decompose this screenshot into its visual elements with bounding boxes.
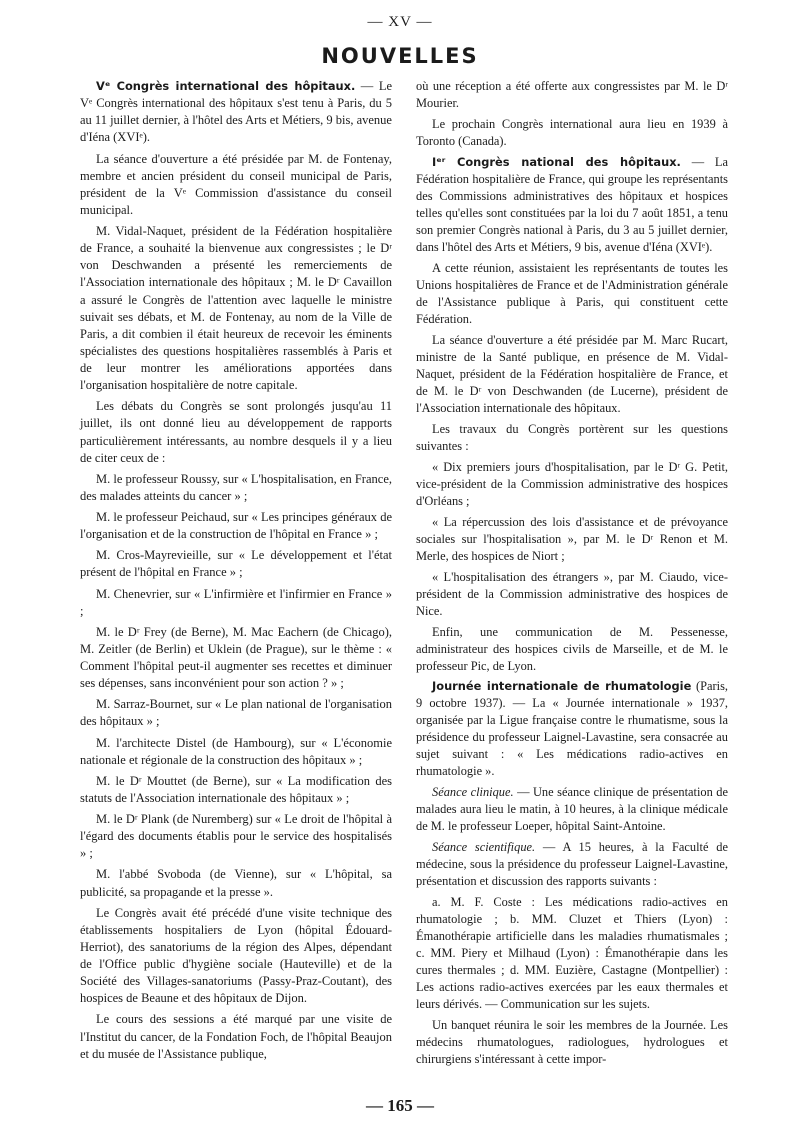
paragraph: Les travaux du Congrès portèrent sur les questions suivantes :	[416, 421, 728, 453]
list-item: M. l'abbé Svoboda (de Vienne), sur « L'hôpital, sa publicité, sa propagande et la presse ».	[80, 867, 392, 899]
list-item: M. le Dʳ Mouttet (de Berne), sur « La modification des statuts de l'Association internationale des hôpitaux » ;	[80, 773, 392, 805]
paragraph: La séance d'ouverture a été présidée par M. de Fontenay, membre et ancien président du conseil municipal de Paris, président de la Vᵉ Commission d'assistance du conseil municipal.	[80, 151, 392, 217]
page-number: — XV —	[367, 14, 433, 30]
list-item: M. le professeur Roussy, sur « L'hospitalisation, en France, des malades atteints du cancer » ;	[80, 471, 392, 503]
paragraph: où une réception a été offerte aux congressistes par M. le Dʳ Mourier.	[416, 79, 728, 110]
section-heading: Iᵉʳ Congrès national des hôpitaux.	[432, 154, 681, 169]
paragraph	[80, 78, 392, 147]
list-item: « Dix premiers jours d'hospitalisation, par le Dʳ G. Petit, vice-président de la Commission administrative des hospices d'Orléans ;	[416, 459, 728, 508]
left-column	[80, 78, 392, 1067]
paragraph: La séance d'ouverture a été présidée par M. Marc Rucart, ministre de la Santé publique, en présence de M. Vidal-Naquet, président de la Fédération hospitalière de France, et de M. le Dʳ von Deschwanden (de Lucerne), président de l'Association internationale des hôpitaux.	[416, 332, 728, 415]
paragraph	[416, 678, 728, 780]
right-column	[416, 78, 728, 1072]
paragraph	[416, 784, 728, 835]
list-item: M. le professeur Peichaud, sur « Les principes généraux de l'organisation et de la construction de l'hôpital en France » ;	[80, 510, 392, 542]
paragraph: Les débats du Congrès se sont prolongés jusqu'au 11 juillet, ils ont donné lieu au développement de rapports particulièrement intéressants, au nombre desquels il y a lieu de citer ceux de :	[80, 399, 392, 465]
paragraph: Le prochain Congrès international aura lieu en 1939 à Toronto (Canada).	[416, 116, 728, 148]
list-item: M. le Dʳ Frey (de Berne), M. Mac Eachern (de Chicago), M. Zeitler (de Berlin) et Uklein (de Prague), sur le thème : « Comment l'hôpital peut-il augmenter ses recettes et diminuer ses dépenses, sans inconvénient pour son action ? » ;	[80, 624, 392, 691]
page-folio: — 165 —	[366, 1096, 434, 1115]
paragraph-text: — Le Vᵉ Congrès international des hôpitaux s'est tenu à Paris, du 5 au 11 juillet dernier, à l'hôtel des Arts et Métiers, 9 bis, avenue d'Iéna (XVIᵉ).	[80, 79, 393, 145]
paragraph: Le cours des sessions a été marqué par une visite de l'Institut du cancer, de la Fondation Foch, de l'hôpital Beaujon et du musée de l'Assistance publique,	[80, 1012, 392, 1061]
paragraph: M. Vidal-Naquet, président de la Fédération hospitalière de France, a souhaité la bienvenue aux congressistes ; le Dʳ von Deschwanden a présenté les remerciements de l'Association internationale des hôpitaux ; M. le Dʳ Cavaillon a assuré le Congrès de l'attention avec laquelle le ministre suivait ses débats, et M. de Fontenay, au nom de la Ville de Paris, a dit combien il était heureux de recevoir les éminents spécialistes des questions hospitalières rassemblés à Paris et de leur montrer les améliorations apportées dans l'organisation hospitalière de notre capitale.	[80, 224, 392, 393]
list-item: M. Sarraz-Bournet, sur « Le plan national de l'organisation des hôpitaux » ;	[80, 697, 392, 729]
paragraph-text: — Une séance clinique de présentation de malades aura lieu le matin, à 10 heures, à la clinique médicale de M. le professeur Loeper, hôpital Saint-Antoine.	[416, 785, 728, 834]
page-title: NOUVELLES	[321, 44, 479, 68]
list-item: M. le Dʳ Plank (de Nuremberg) sur « Le droit de l'hôpital à l'égard des documents établis pour le service des hospitalisés » ;	[80, 812, 392, 861]
list-item: M. Cros-Mayrevieille, sur « Le développement et l'état présent de l'hôpital en France » ;	[80, 548, 392, 580]
paragraph: Le Congrès avait été précédé d'une visite technique des établissements hospitaliers de Lyon (hôpital Édouard-Herriot), des sanatoriums de la région des Alpes, dépendant de l'Office public d'hygiène sociale (Hauteville) et de la Société des Villages-sanatoriums (Passy-Praz-Coutant), des hospices de Beaune et des hôpitaux de Dijon.	[80, 905, 392, 1006]
list-item: « La répercussion des lois d'assistance et de prévoyance sociales sur l'hospitalisation », par M. le Dʳ Renon et M. Merle, des hospices de Niort ;	[416, 514, 728, 563]
paragraph: A cette réunion, assistaient les représentants de toutes les Unions hospitalières de France et de l'Administration générale de l'Assistance publique à Paris, qui constituent cette Fédération.	[416, 260, 728, 326]
paragraph: Enfin, une communication de M. Pessenesse, administrateur des hospices civils de Marseille, et de M. le professeur Pic, de Lyon.	[416, 624, 728, 673]
list-item: M. l'architecte Distel (de Hambourg), sur « L'économie nationale et régionale de la construction des hôpitaux » ;	[80, 735, 392, 767]
paragraph-text: — A 15 heures, à la Faculté de médecine, sous la présidence du professeur Laignel-Lavastine, présentation et discussion des rapports suivants :	[416, 840, 729, 889]
list-item: M. Chenevrier, sur « L'infirmière et l'infirmier en France » ;	[80, 586, 392, 618]
paragraph	[416, 154, 728, 256]
subsection-heading: Séance clinique.	[432, 785, 514, 800]
subsection-heading: Séance scientifique.	[432, 840, 536, 855]
section-heading: Vᵉ Congrès international des hôpitaux.	[96, 79, 356, 93]
paragraph	[416, 839, 728, 890]
paragraph-text: (Paris, 9 octobre 1937). — La « Journée internationale » 1937, organisée par la Ligue française contre le rhumatisme, sous la présidence du professeur Laignel-Lavastine, sera consacrée au sujet suivant : « Les médications radio-actives en rhumatologie ».	[416, 679, 728, 779]
paragraph: a. M. F. Coste : Les médications radio-actives en rhumatologie ; b. MM. Cluzet et Thiers (Lyon) : Émanothérapie artificielle dans les maladies rhumatismales ; c. MM. Piery et Milhaud (Lyon) : Émanothérapie dans les cures thermales ; d. MM. Euzière, Castagne (Montpellier) : Les actions radio-actives exercées par les eaux thermales et leurs dérivés. — Communication sur les sujets.	[416, 895, 728, 1012]
paragraph: Un banquet réunira le soir les membres de la Journée. Les médecins rhumatologues, radiologues, hydrologues et chirurgiens s'intéressant à cette impor-	[416, 1018, 728, 1067]
list-item: « L'hospitalisation des étrangers », par M. Ciaudo, vice-président de la Commission administrative des hospices de Nice.	[416, 569, 728, 618]
paragraph-text: — La Fédération hospitalière de France, qui groupe les représentants des Commissions administratives des hôpitaux et hospices telles qu'elles sont constituées par la loi du 7 août 1851, a tenu son premier Congrès national à Paris, du 3 au 5 juillet dernier, dans l'hôtel des Arts et Métiers, 9 bis, avenue d'Iéna (XVIᵉ).	[416, 154, 728, 254]
section-heading: Journée internationale de rhumatologie	[432, 679, 692, 694]
